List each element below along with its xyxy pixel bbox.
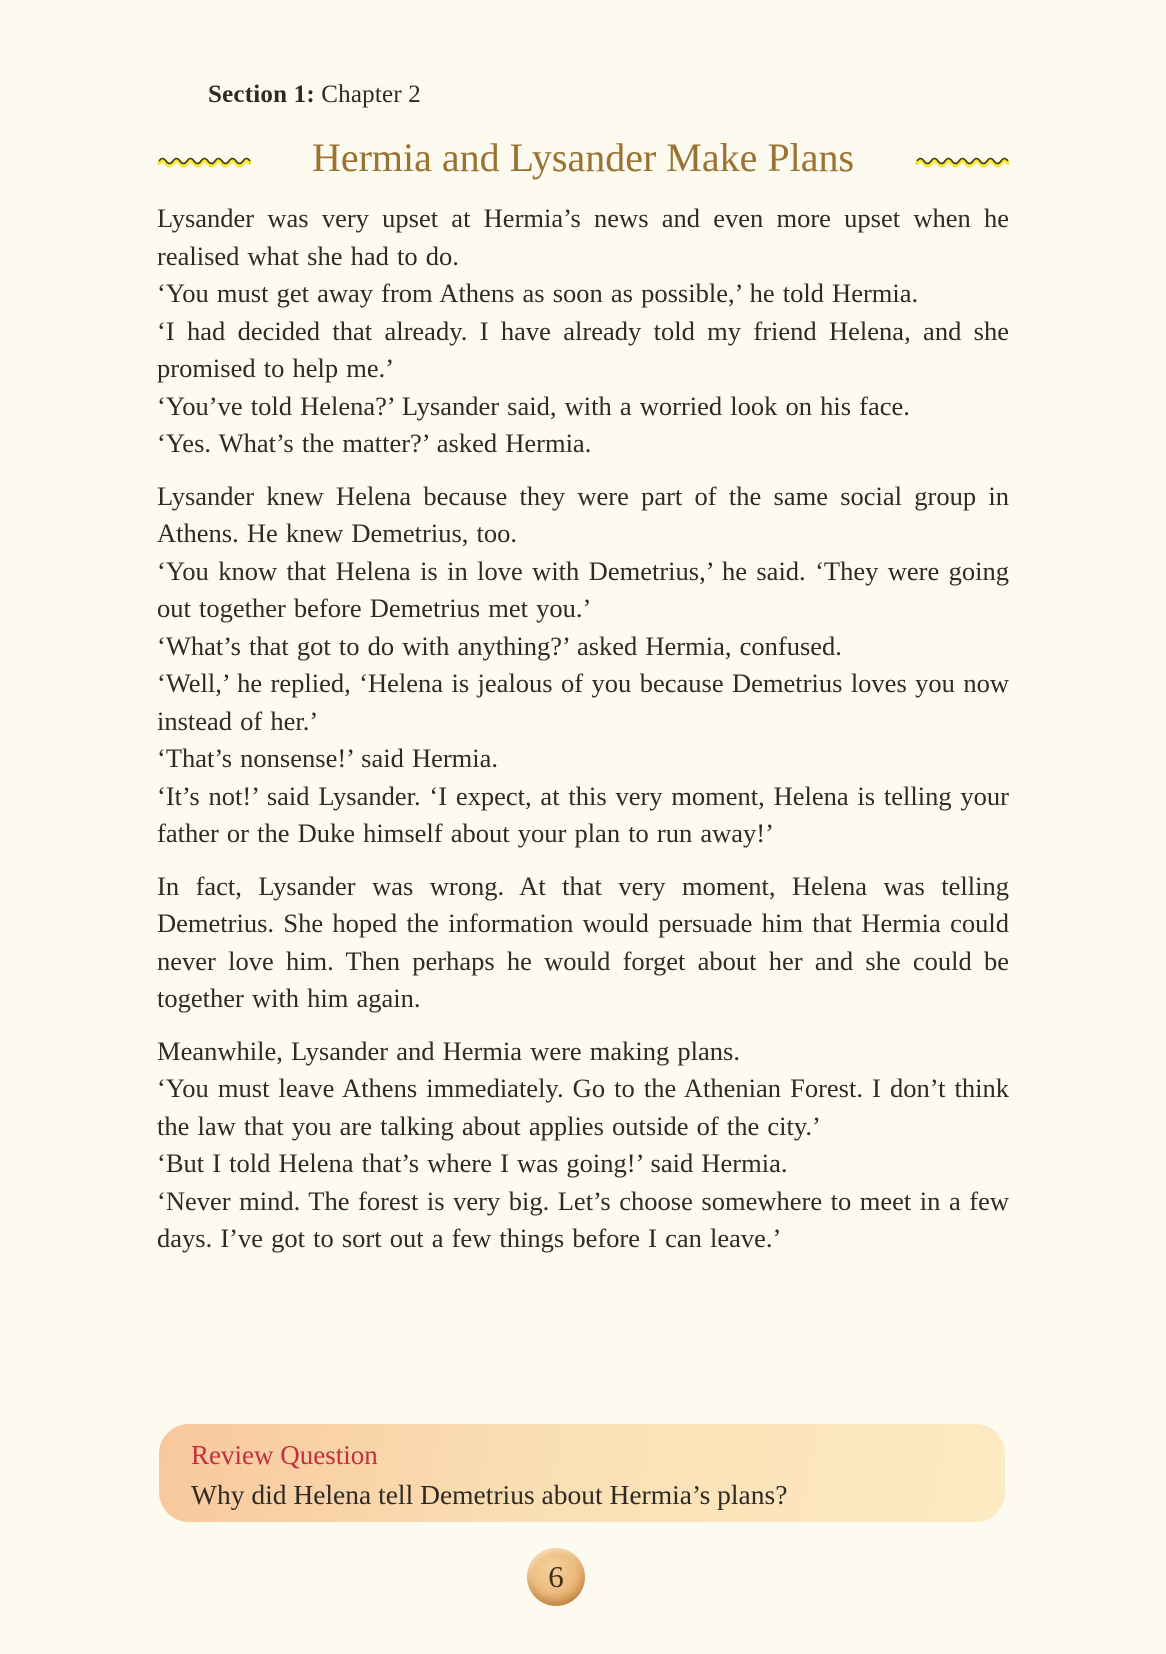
review-question-box — [159, 1424, 1005, 1522]
chapter-title-row — [157, 132, 1009, 184]
book-page-content — [157, 80, 1009, 1258]
section-chapter-header — [208, 80, 1009, 110]
squiggle-ornament-left — [157, 154, 251, 168]
text-line: ‘But I told Helena that’s where I was going!’ said Hermia. — [157, 1148, 788, 1178]
text-line: ‘Well,’ he replied, ‘Helena is jealous of you because Demetrius loves you now instead of her.’ — [157, 668, 1009, 736]
paragraph-block — [157, 1033, 1009, 1258]
text-line: ‘You must get away from Athens as soon as possible,’ he told Hermia. — [157, 278, 919, 308]
body-text — [157, 200, 1009, 1258]
paragraph-block — [157, 478, 1009, 853]
text-line: In fact, Lysander was wrong. At that very moment, Helena was telling Demetrius. She hoped the information would persuade him that Hermia could never love him. Then perhaps he would forget about her and she could be together with him again. — [157, 870, 1009, 1013]
text-line: ‘You’ve told Helena?’ Lysander said, with a worried look on his face. — [157, 390, 910, 421]
page-number: 6 — [548, 1558, 564, 1594]
text-line: Lysander was very upset at Hermia’s news and even more upset when he realised what she had to do. — [157, 203, 1009, 271]
text-line: Lysander knew Helena because they were part of the same social group in Athens. He knew Demetrius, too. — [157, 480, 1009, 548]
page-title: Hermia and Lysander Make Plans — [311, 135, 855, 180]
section-label: Section 1: — [208, 81, 315, 108]
text-line: ‘That’s nonsense!’ said Hermia. — [157, 743, 499, 773]
text-line: ‘What’s that got to do with anything?’ asked Hermia, confused. — [157, 630, 842, 661]
text-line: ‘It’s not!’ said Lysander. ‘I expect, at this very moment, Helena is telling your father or the Duke himself about your plan to run away!’ — [157, 780, 1009, 848]
text-line: ‘You know that Helena is in love with Demetrius,’ he said. ‘They were going out together before Demetrius met you.’ — [157, 555, 1009, 623]
text-line: ‘You must leave Athens immediately. Go to the Athenian Forest. I don’t think the law that you are talking about applies outside of the city.’ — [157, 1073, 1009, 1141]
page-number-badge — [527, 1548, 585, 1606]
text-line: Meanwhile, Lysander and Hermia were making plans. — [157, 1035, 740, 1066]
review-question-label: Review Question — [191, 1440, 378, 1470]
text-line: ‘Never mind. The forest is very big. Let’s choose somewhere to meet in a few days. I’ve got to sort out a few things before I can leave.’ — [157, 1185, 1009, 1253]
paragraph-block — [157, 200, 1009, 463]
text-line: ‘I had decided that already. I have already told my friend Helena, and she promised to help me.’ — [157, 315, 1009, 383]
chapter-label: Chapter 2 — [314, 81, 421, 108]
paragraph-block — [157, 868, 1009, 1018]
review-question-text: Why did Helena tell Demetrius about Hermia’s plans? — [191, 1479, 788, 1510]
squiggle-ornament-right — [915, 154, 1009, 168]
text-line: ‘Yes. What’s the matter?’ asked Hermia. — [157, 428, 592, 458]
